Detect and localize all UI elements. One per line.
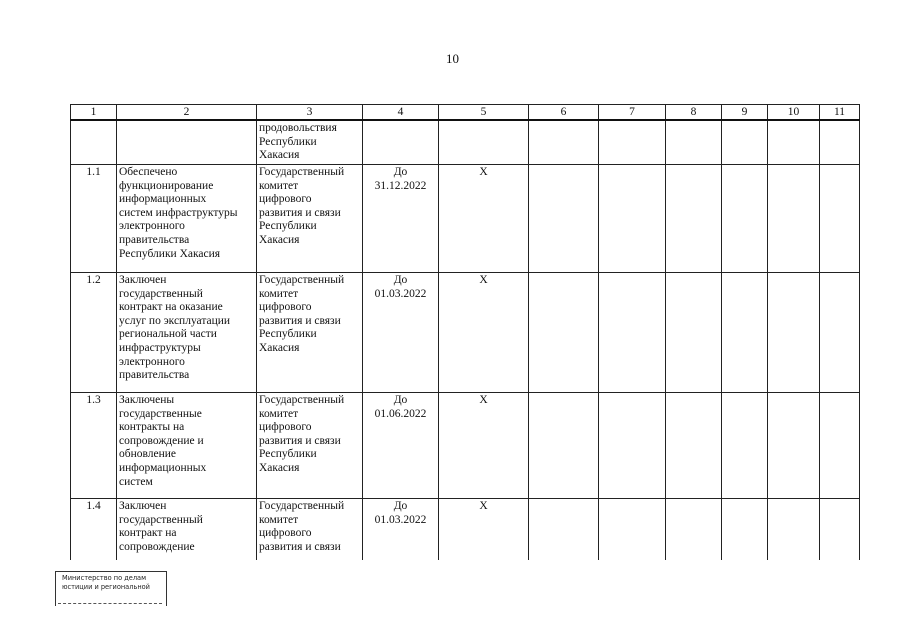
empty-cell [599, 165, 666, 273]
empty-cell [599, 120, 666, 165]
responsible-cell: Государственный комитет цифрового развития и связи Республики Хакасия [257, 165, 363, 273]
header-cell: 6 [529, 105, 599, 121]
stamp-line: юстиции и региональной [62, 583, 150, 591]
deadline-cell: До 01.03.2022 [363, 499, 439, 561]
result-cell: Обеспечено функционирование информационных систем инфраструктуры электронного правительства Республики Хакасия [117, 165, 257, 273]
header-cell: 4 [363, 105, 439, 121]
table-row [71, 499, 860, 561]
empty-cell [529, 165, 599, 273]
deadline-cell: До 01.06.2022 [363, 393, 439, 499]
stamp-divider [58, 602, 162, 604]
empty-cell [768, 393, 820, 499]
mark-cell: X [439, 499, 529, 561]
empty-cell [599, 273, 666, 393]
registration-stamp [55, 571, 167, 606]
stamp-line: Министерство по делам [62, 574, 147, 582]
empty-cell [722, 499, 768, 561]
header-cell: 10 [768, 105, 820, 121]
result-cell: Заключен государственный контракт на оказание услуг по эксплуатации региональной части инфраструктуры электронного правительства [117, 273, 257, 393]
table-row [71, 120, 860, 165]
header-row [71, 105, 860, 121]
row-number [71, 120, 117, 165]
empty-cell [722, 165, 768, 273]
empty-cell [529, 499, 599, 561]
header-cell: 11 [820, 105, 860, 121]
empty-cell [529, 120, 599, 165]
responsible-cell: Государственный комитет цифрового развития и связи Республики Хакасия [257, 393, 363, 499]
empty-cell [768, 120, 820, 165]
empty-cell [599, 499, 666, 561]
header-cell: 3 [257, 105, 363, 121]
row-number: 1.1 [71, 165, 117, 273]
empty-cell [529, 273, 599, 393]
mark-cell: X [439, 393, 529, 499]
empty-cell [666, 165, 722, 273]
deadline-cell: До 01.03.2022 [363, 273, 439, 393]
empty-cell [722, 120, 768, 165]
deadline-cell [363, 120, 439, 165]
mark-cell [439, 120, 529, 165]
empty-cell [722, 393, 768, 499]
row-number: 1.4 [71, 499, 117, 561]
empty-cell [529, 393, 599, 499]
responsible-cell: Государственный комитет цифрового развития и связи [257, 499, 363, 561]
empty-cell [820, 273, 860, 393]
empty-cell [820, 393, 860, 499]
header-cell: 1 [71, 105, 117, 121]
empty-cell [768, 165, 820, 273]
header-cell: 2 [117, 105, 257, 121]
empty-cell [666, 499, 722, 561]
empty-cell [820, 499, 860, 561]
row-number: 1.2 [71, 273, 117, 393]
empty-cell [820, 165, 860, 273]
result-cell: Заключены государственные контракты на сопровождение и обновление информационных систем [117, 393, 257, 499]
row-number: 1.3 [71, 393, 117, 499]
mark-cell: X [439, 165, 529, 273]
table-row [71, 165, 860, 273]
empty-cell [599, 393, 666, 499]
page-number: 10 [446, 51, 459, 66]
header-cell: 9 [722, 105, 768, 121]
header-cell: 8 [666, 105, 722, 121]
result-cell: Заключен государственный контракт на сопровождение [117, 499, 257, 561]
empty-cell [768, 499, 820, 561]
empty-cell [666, 393, 722, 499]
result-cell [117, 120, 257, 165]
empty-cell [722, 273, 768, 393]
empty-cell [666, 120, 722, 165]
plan-table [70, 104, 860, 560]
mark-cell: X [439, 273, 529, 393]
empty-cell [666, 273, 722, 393]
header-cell: 7 [599, 105, 666, 121]
deadline-cell: До 31.12.2022 [363, 165, 439, 273]
responsible-cell: Государственный комитет цифрового развития и связи Республики Хакасия [257, 273, 363, 393]
responsible-cell: продовольствия Республики Хакасия [257, 120, 363, 165]
empty-cell [820, 120, 860, 165]
header-cell: 5 [439, 105, 529, 121]
table-row [71, 273, 860, 393]
empty-cell [768, 273, 820, 393]
table-row [71, 393, 860, 499]
